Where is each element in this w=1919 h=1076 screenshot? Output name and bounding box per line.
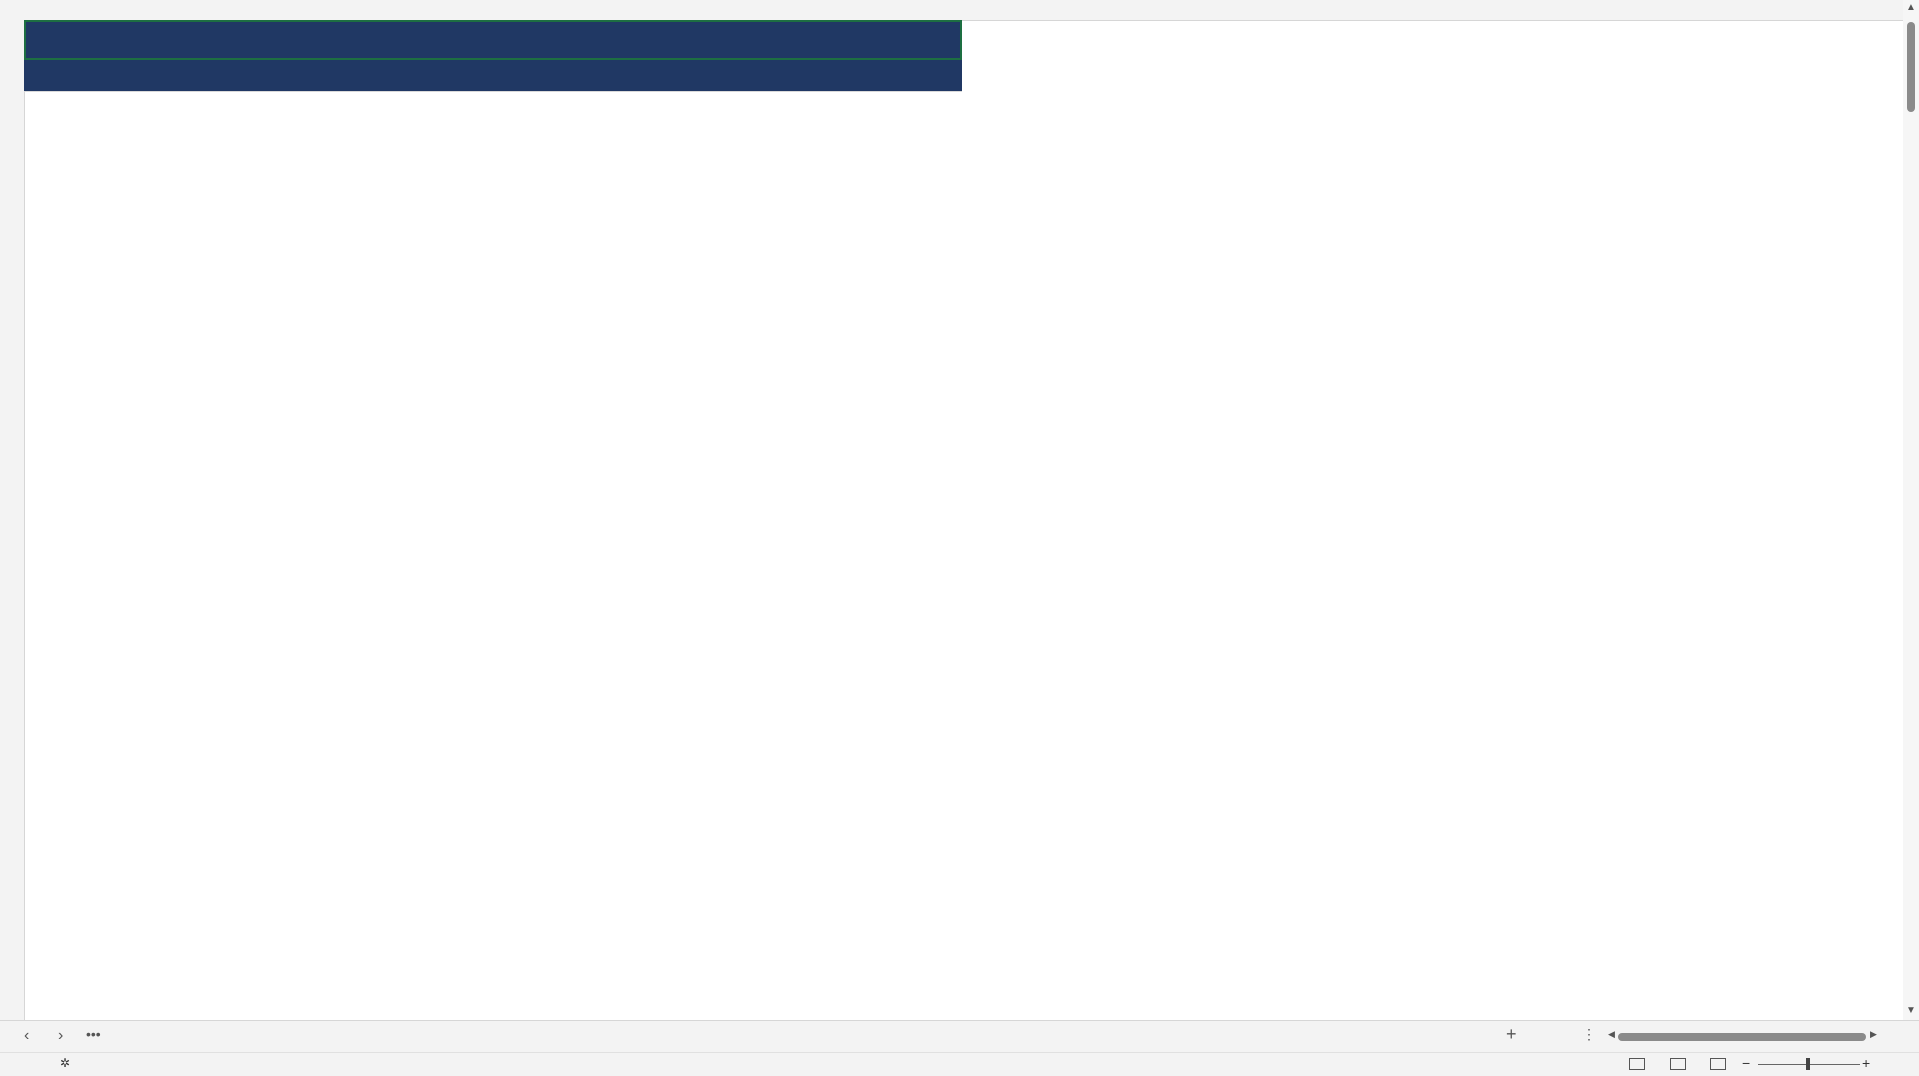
scroll-up-icon[interactable]: ▲ xyxy=(1906,2,1916,13)
sheet-title-cell[interactable] xyxy=(24,20,962,60)
column-headers xyxy=(0,0,1903,21)
normal-view-icon[interactable] xyxy=(1629,1058,1645,1070)
accessibility-icon[interactable]: ✲ xyxy=(60,1056,71,1070)
worksheet-grid[interactable] xyxy=(24,20,1903,1020)
page-break-view-icon[interactable] xyxy=(1710,1058,1726,1070)
sop-subtitle-cell[interactable] xyxy=(24,60,962,92)
tab-options-icon[interactable]: ⋮ xyxy=(1582,1026,1596,1042)
sheet-tabs-bar xyxy=(0,1020,1919,1053)
more-tabs-icon[interactable]: ••• xyxy=(86,1026,101,1042)
scroll-right-icon[interactable]: ▶ xyxy=(1870,1029,1877,1039)
scroll-left-icon[interactable]: ◀ xyxy=(1608,1029,1615,1039)
horizontal-scroll-thumb[interactable] xyxy=(1618,1033,1866,1041)
vertical-scroll-thumb[interactable] xyxy=(1907,22,1915,112)
tab-scroll-right-icon[interactable]: › xyxy=(58,1027,64,1044)
vertical-scrollbar[interactable] xyxy=(1903,0,1919,1020)
horizontal-scrollbar[interactable] xyxy=(1608,1029,1878,1042)
zoom-out-icon[interactable]: − xyxy=(1742,1055,1751,1071)
add-sheet-icon[interactable]: + xyxy=(1506,1024,1517,1044)
zoom-in-icon[interactable]: + xyxy=(1862,1055,1871,1071)
tab-scroll-left-icon[interactable]: ‹ xyxy=(24,1027,30,1044)
zoom-slider-thumb[interactable] xyxy=(1806,1058,1810,1070)
row-headers xyxy=(0,20,25,1020)
page-layout-view-icon[interactable] xyxy=(1670,1058,1686,1070)
status-bar xyxy=(0,1052,1919,1076)
scroll-down-icon[interactable]: ▼ xyxy=(1906,1005,1916,1016)
